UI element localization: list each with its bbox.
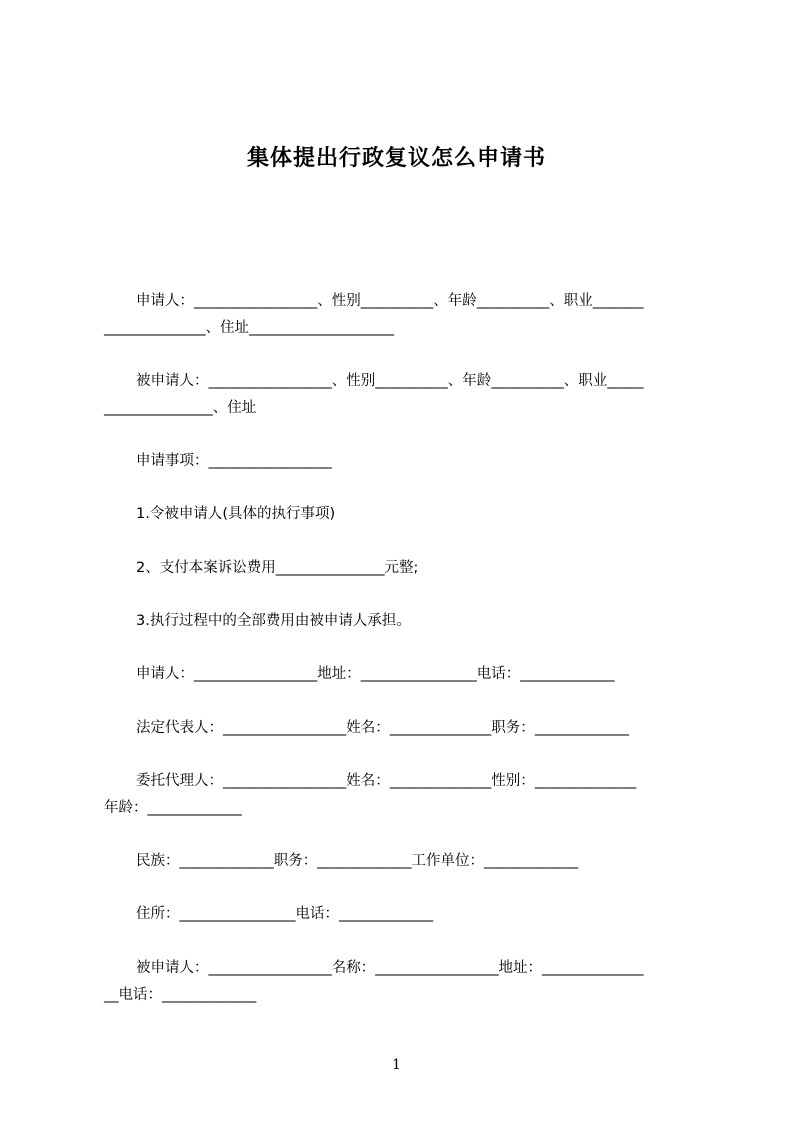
request-item-3: 3.执行过程中的全部费用由被申请人承担。	[136, 613, 411, 629]
request-item-2: 2、支付本案诉讼费用_______________元整;	[136, 560, 419, 576]
applicant-info: 申请人：_________________地址：________________电话：_____________	[136, 666, 615, 682]
legal-representative: 法定代表人：_________________姓名：______________职务：_____________	[136, 720, 629, 736]
agent-line-2: 年龄：_____________	[104, 800, 242, 816]
request-item-1: 1.令被申请人(具体的执行事项)	[136, 506, 336, 522]
applicant-line-2: ______________、住址____________________	[104, 320, 394, 336]
ethnicity-line: 民族：_____________职务：_____________工作单位：_____________	[136, 853, 579, 869]
respondent-info-line-1: 被申请人：_________________名称：_________________地址：______________	[136, 960, 644, 976]
document-title: 集体提出行政复议怎么申请书	[246, 146, 546, 171]
respondent-line-1: 被申请人：_________________、性别__________、年龄__________、职业_____	[136, 373, 644, 389]
agent-line-1: 委托代理人：_________________姓名：______________性别：______________	[136, 773, 637, 789]
request-items: 申请事项：_________________	[136, 453, 332, 469]
respondent-info-line-2: __电话：_____________	[104, 987, 257, 1003]
applicant-line-1: 申请人：_________________、性别__________、年龄__________、职业_______	[136, 293, 644, 309]
page-number: 1	[392, 1057, 401, 1073]
residence-line: 住所：________________电话：_____________	[136, 906, 434, 922]
respondent-line-2: _______________、住址	[104, 400, 257, 416]
